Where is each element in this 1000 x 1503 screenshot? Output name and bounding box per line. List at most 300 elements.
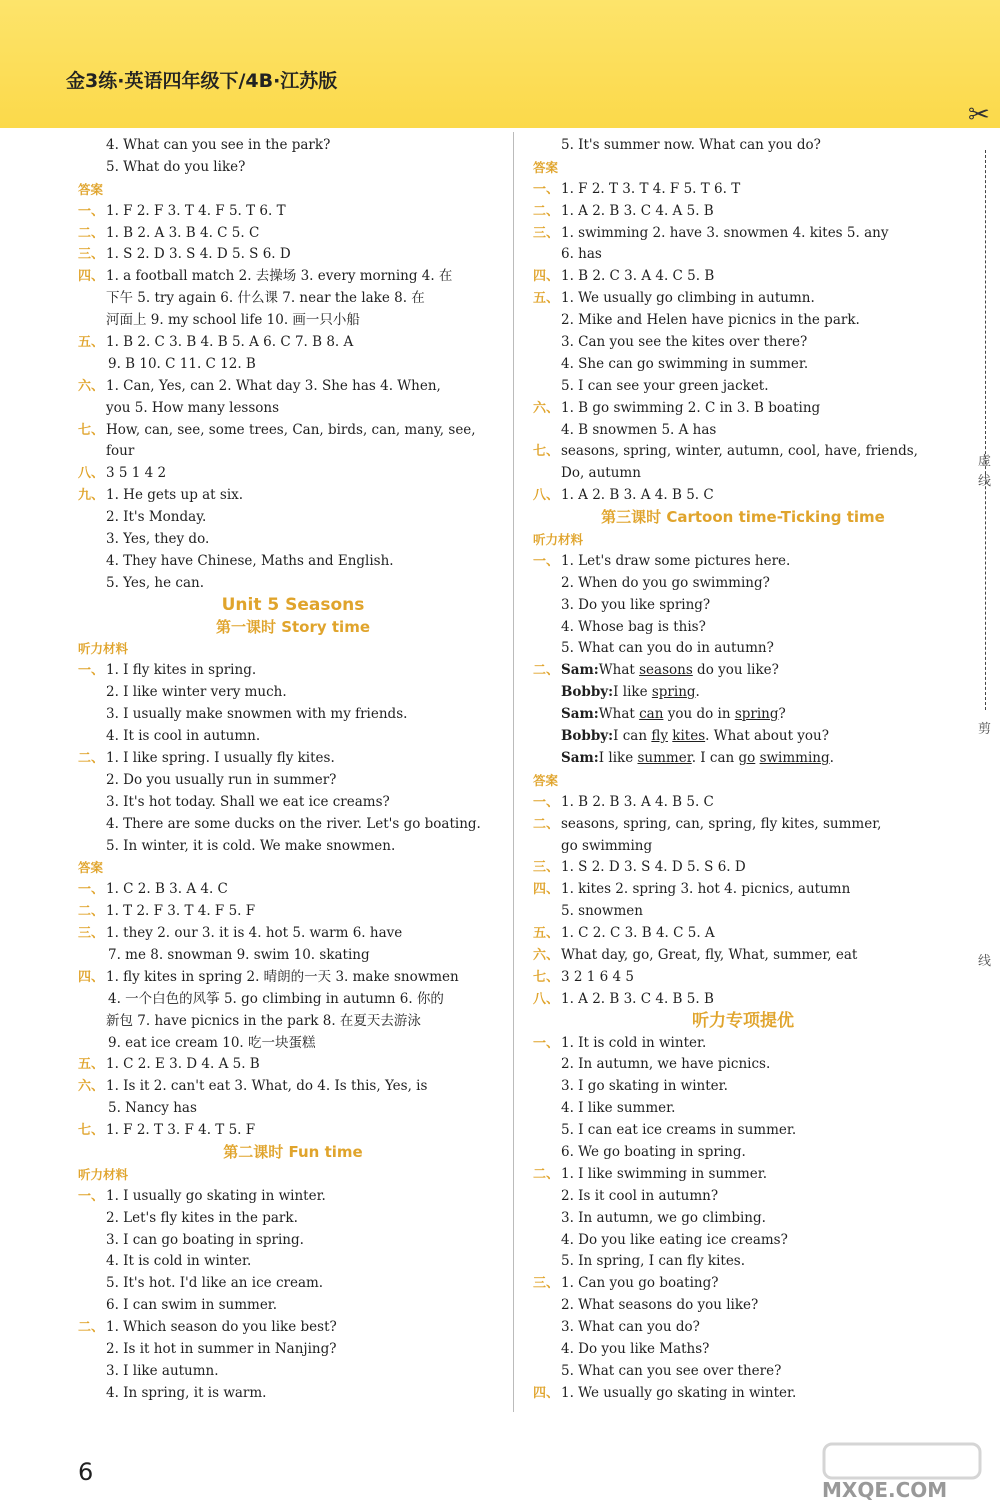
question-number: 二、 bbox=[533, 203, 560, 219]
continuation-line bbox=[78, 310, 508, 332]
line-text: 5. What do you like? bbox=[106, 158, 246, 175]
line-text: 4. In spring, it is warm. bbox=[106, 1384, 267, 1401]
question-number: 一、 bbox=[533, 181, 560, 197]
line-text: 1. We usually go skating in winter. bbox=[561, 1384, 797, 1401]
dialogue-text: do you like? bbox=[692, 662, 779, 679]
question-number: 五、 bbox=[78, 1057, 105, 1073]
list-item bbox=[78, 135, 508, 157]
continuation-line bbox=[78, 441, 508, 463]
list-item bbox=[533, 135, 953, 157]
line-text: 3. Can you see the kites over there? bbox=[561, 334, 808, 351]
section-heading bbox=[78, 638, 508, 660]
numbered-line bbox=[533, 288, 953, 310]
section-label: 听力材料 bbox=[533, 532, 584, 548]
numbered-line bbox=[78, 748, 508, 770]
question-number: 四、 bbox=[533, 269, 560, 285]
dialogue-line bbox=[533, 748, 953, 770]
line-text: 3. Do you like spring? bbox=[561, 596, 711, 613]
line-text: 1. I like swimming in summer. bbox=[561, 1165, 768, 1182]
underlined-word: swimming bbox=[759, 749, 830, 766]
unit-title bbox=[533, 1011, 953, 1033]
list-item bbox=[533, 1251, 953, 1273]
dialogue-text: ? bbox=[778, 706, 786, 723]
numbered-line bbox=[78, 879, 508, 901]
underlined-word: seasons bbox=[639, 662, 693, 679]
numbered-line bbox=[533, 201, 953, 223]
line-text: 1. Can, Yes, can 2. What day 3. She has 4. When, bbox=[106, 377, 441, 394]
numbered-line bbox=[533, 223, 953, 245]
numbered-line bbox=[78, 376, 508, 398]
list-item bbox=[78, 551, 508, 573]
line-text: 5. What can you do in autumn? bbox=[561, 640, 774, 657]
line-text: 5. It's hot. I'd like an ice cream. bbox=[106, 1275, 324, 1292]
dialogue-text: . bbox=[829, 749, 834, 766]
underlined-word: summer bbox=[637, 749, 692, 766]
line-text: 4. It is cold in winter. bbox=[106, 1253, 252, 1270]
list-item bbox=[78, 682, 508, 704]
underlined-word: can bbox=[639, 706, 664, 723]
list-item bbox=[78, 770, 508, 792]
numbered-line bbox=[78, 901, 508, 923]
question-number: 七、 bbox=[78, 1123, 105, 1139]
list-item bbox=[78, 814, 508, 836]
question-number: 三、 bbox=[533, 1276, 560, 1292]
line-text: 9. eat ice cream 10. 吃一块蛋糕 bbox=[108, 1034, 316, 1051]
question-number: 二、 bbox=[533, 663, 560, 679]
line-text: 5. Yes, he can. bbox=[106, 574, 204, 591]
line-text: seasons, spring, winter, autumn, cool, have, friends, bbox=[561, 443, 918, 460]
line-text: 1. swimming 2. have 3. snowmen 4. kites 5. any bbox=[561, 224, 889, 241]
list-item bbox=[78, 1251, 508, 1273]
list-item bbox=[533, 1054, 953, 1076]
numbered-line bbox=[533, 485, 953, 507]
question-number: 二、 bbox=[78, 1320, 105, 1336]
line-text: go swimming bbox=[561, 837, 653, 854]
line-text: 1. A 2. B 3. C 4. A 5. B bbox=[561, 202, 714, 219]
question-number: 二、 bbox=[78, 750, 105, 766]
question-number: 二、 bbox=[533, 816, 560, 832]
section-heading bbox=[533, 529, 953, 551]
line-text: you 5. How many lessons bbox=[106, 399, 280, 416]
line-text: 3. Yes, they do. bbox=[106, 531, 210, 548]
question-number: 七、 bbox=[78, 422, 105, 438]
line-text: 4. Do you like eating ice creams? bbox=[561, 1231, 788, 1248]
numbered-line bbox=[78, 923, 508, 945]
right-column bbox=[533, 135, 953, 1405]
question-number: 四、 bbox=[533, 1385, 560, 1401]
section-label: 答案 bbox=[533, 772, 559, 788]
list-item bbox=[78, 507, 508, 529]
line-text: 3. I like autumn. bbox=[106, 1362, 219, 1379]
dialogue-text: you do in bbox=[663, 706, 735, 723]
numbered-line bbox=[533, 857, 953, 879]
line-text: Do, autumn bbox=[561, 465, 641, 482]
numbered-line bbox=[533, 441, 953, 463]
numbered-line bbox=[78, 1120, 508, 1142]
line-text: 5. What can you see over there? bbox=[561, 1362, 782, 1379]
column-divider bbox=[513, 132, 514, 1412]
dialogue-text: I like bbox=[598, 749, 638, 766]
list-item bbox=[533, 420, 953, 442]
continuation-line bbox=[78, 288, 508, 310]
list-item bbox=[533, 1230, 953, 1252]
question-number: 六、 bbox=[533, 947, 560, 963]
list-item bbox=[533, 1361, 953, 1383]
line-text: 5. snowmen bbox=[561, 903, 643, 920]
line-text: 1. F 2. T 3. T 4. F 5. T 6. T bbox=[561, 180, 741, 197]
continuation-line bbox=[78, 354, 508, 376]
lesson-title-text: 第二课时 Fun time bbox=[223, 1142, 363, 1161]
question-number: 四、 bbox=[533, 882, 560, 898]
line-text: 5. I can see your green jacket. bbox=[561, 377, 769, 394]
line-text: 4. I like summer. bbox=[561, 1100, 676, 1117]
side-mark: 剪 bbox=[978, 722, 992, 737]
book-title: 金3练·英语四年级下/4B·江苏版 bbox=[66, 70, 338, 92]
line-text: 1. He gets up at six. bbox=[106, 487, 244, 504]
line-text: 1. Is it 2. can't eat 3. What, do 4. Is this, Yes, is bbox=[106, 1078, 428, 1095]
line-text: 3 2 1 6 4 5 bbox=[561, 968, 634, 985]
line-text: 2. Do you usually run in summer? bbox=[106, 771, 337, 788]
section-label: 听力材料 bbox=[78, 641, 129, 657]
underlined-word: kites bbox=[672, 728, 706, 745]
line-text: 1. We usually go climbing in autumn. bbox=[561, 290, 815, 307]
page-number: 6 bbox=[78, 1458, 94, 1486]
question-number: 六、 bbox=[78, 378, 105, 394]
list-item bbox=[78, 529, 508, 551]
line-text: 1. A 2. B 3. C 4. B 5. B bbox=[561, 990, 714, 1007]
line-text: 4. It is cool in autumn. bbox=[106, 728, 261, 745]
speaker: Bobby: bbox=[561, 684, 614, 701]
line-text: 1. a football match 2. 去操场 3. every morning 4. 在 bbox=[106, 268, 453, 285]
continuation-line bbox=[533, 836, 953, 858]
question-number: 二、 bbox=[533, 1166, 560, 1182]
list-item bbox=[533, 332, 953, 354]
list-item bbox=[533, 1098, 953, 1120]
line-text: 1. C 2. E 3. D 4. A 5. B bbox=[106, 1056, 260, 1073]
speaker: Bobby: bbox=[561, 728, 614, 745]
section-heading bbox=[78, 179, 508, 201]
line-text: 4. Do you like Maths? bbox=[561, 1340, 710, 1357]
line-text: 2. I like winter very much. bbox=[106, 684, 287, 701]
list-item bbox=[78, 836, 508, 858]
line-text: 1. B go swimming 2. C in 3. B boating bbox=[561, 399, 821, 416]
list-item bbox=[533, 244, 953, 266]
continuation-line bbox=[78, 1098, 508, 1120]
dialogue-line bbox=[533, 682, 953, 704]
numbered-line bbox=[533, 879, 953, 901]
line-text: 1. It is cold in winter. bbox=[561, 1034, 707, 1051]
cut-line bbox=[985, 150, 986, 710]
lesson-title bbox=[78, 617, 508, 639]
line-text: 3. I can go boating in spring. bbox=[106, 1231, 304, 1248]
line-text: 2. Is it hot in summer in Nanjing? bbox=[106, 1340, 337, 1357]
question-number: 五、 bbox=[533, 291, 560, 307]
numbered-line bbox=[533, 1383, 953, 1405]
line-text: 4. There are some ducks on the river. Let's go boating. bbox=[106, 815, 481, 832]
list-item bbox=[533, 638, 953, 660]
line-text: 2. It's Monday. bbox=[106, 509, 207, 526]
line-text: 1. T 2. F 3. T 4. F 5. F bbox=[106, 903, 256, 920]
numbered-line bbox=[533, 967, 953, 989]
dialogue-line bbox=[533, 704, 953, 726]
numbered-line bbox=[78, 463, 508, 485]
line-text: 4. Whose bag is this? bbox=[561, 618, 706, 635]
line-text: 6. We go boating in spring. bbox=[561, 1143, 746, 1160]
side-mark: 虚 bbox=[978, 454, 992, 469]
line-text: 6. I can swim in summer. bbox=[106, 1297, 278, 1314]
question-number: 一、 bbox=[78, 203, 105, 219]
line-text: 1. they 2. our 3. it is 4. hot 5. warm 6. have bbox=[106, 925, 403, 942]
line-text: 2. Is it cool in autumn? bbox=[561, 1187, 719, 1204]
question-number: 六、 bbox=[533, 400, 560, 416]
list-item bbox=[533, 573, 953, 595]
line-text: 2. When do you go swimming? bbox=[561, 574, 770, 591]
line-text: 1. S 2. D 3. S 4. D 5. S 6. D bbox=[106, 246, 291, 263]
dialogue-text: What bbox=[598, 662, 640, 679]
question-number: 一、 bbox=[533, 553, 560, 569]
lesson-title-text: 第三课时 Cartoon time-Ticking time bbox=[601, 508, 885, 527]
list-item bbox=[533, 1076, 953, 1098]
dialogue-text: What bbox=[598, 706, 640, 723]
numbered-line bbox=[78, 266, 508, 288]
question-number: 七、 bbox=[533, 969, 560, 985]
list-item bbox=[78, 704, 508, 726]
line-text: 1. F 2. T 3. F 4. T 5. F bbox=[106, 1122, 256, 1139]
line-text: 1. Can you go boating? bbox=[561, 1275, 719, 1292]
list-item bbox=[78, 1383, 508, 1405]
list-item bbox=[533, 595, 953, 617]
list-item bbox=[533, 1208, 953, 1230]
line-text: 新包 7. have picnics in the park 8. 在夏天去游泳 bbox=[106, 1012, 421, 1029]
line-text: 1. C 2. B 3. A 4. C bbox=[106, 881, 228, 898]
list-item bbox=[78, 726, 508, 748]
continuation-line bbox=[78, 1033, 508, 1055]
line-text: 3. I usually make snowmen with my friends. bbox=[106, 706, 408, 723]
section-heading bbox=[533, 157, 953, 179]
dialogue-line bbox=[533, 726, 953, 748]
line-text: 9. B 10. C 11. C 12. B bbox=[108, 355, 256, 372]
section-label: 答案 bbox=[533, 159, 559, 175]
line-text: 1. kites 2. spring 3. hot 4. picnics, autumn bbox=[561, 881, 851, 898]
line-text: 2. Mike and Helen have picnics in the park. bbox=[561, 312, 860, 329]
numbered-line bbox=[533, 1033, 953, 1055]
question-number: 九、 bbox=[78, 488, 105, 504]
line-text: 3 5 1 4 2 bbox=[106, 465, 167, 482]
numbered-line bbox=[533, 551, 953, 573]
list-item bbox=[533, 310, 953, 332]
section-label: 听力材料 bbox=[78, 1166, 129, 1182]
numbered-line bbox=[533, 398, 953, 420]
numbered-line bbox=[533, 1273, 953, 1295]
list-item bbox=[78, 1208, 508, 1230]
question-number: 五、 bbox=[78, 335, 105, 351]
dialogue-text: . I can bbox=[691, 749, 739, 766]
question-number: 六、 bbox=[78, 1079, 105, 1095]
numbered-line bbox=[533, 945, 953, 967]
question-number: 一、 bbox=[78, 1188, 105, 1204]
numbered-line bbox=[78, 244, 508, 266]
line-text: 1. F 2. F 3. T 4. F 5. T 6. T bbox=[106, 202, 286, 219]
numbered-line bbox=[78, 420, 508, 442]
numbered-line bbox=[533, 266, 953, 288]
section-heading bbox=[78, 857, 508, 879]
underlined-word: go bbox=[738, 749, 756, 766]
numbered-line bbox=[78, 967, 508, 989]
list-item bbox=[78, 573, 508, 595]
line-text: 1. A 2. B 3. A 4. B 5. C bbox=[561, 487, 714, 504]
line-text: 1. B 2. B 3. A 4. B 5. C bbox=[561, 793, 714, 810]
line-text: 3. It's hot today. Shall we eat ice creams? bbox=[106, 793, 390, 810]
section-heading bbox=[78, 1164, 508, 1186]
question-number: 四、 bbox=[78, 269, 105, 285]
lesson-title bbox=[78, 1142, 508, 1164]
underlined-word: fly bbox=[651, 728, 668, 745]
list-item bbox=[533, 1186, 953, 1208]
question-number: 一、 bbox=[533, 794, 560, 810]
line-text: 下午 5. try again 6. 什么课 7. near the lake 8. 在 bbox=[106, 290, 425, 307]
section-label: 答案 bbox=[78, 860, 104, 876]
question-number: 三、 bbox=[78, 926, 105, 942]
speaker: Sam: bbox=[561, 749, 599, 766]
question-number: 一、 bbox=[78, 882, 105, 898]
numbered-line bbox=[78, 1076, 508, 1098]
line-text: 4. B snowmen 5. A has bbox=[561, 421, 717, 438]
line-text: 1. I like spring. I usually fly kites. bbox=[106, 749, 335, 766]
list-item bbox=[78, 1339, 508, 1361]
question-number: 三、 bbox=[533, 225, 560, 241]
line-text: 河面上 9. my school life 10. 画一只小船 bbox=[106, 312, 360, 329]
question-number: 五、 bbox=[533, 926, 560, 942]
watermark-text: MXQE.COM bbox=[822, 1478, 948, 1502]
line-text: 4. 一个白色的风筝 5. go climbing in autumn 6. 你的 bbox=[108, 990, 444, 1007]
line-text: 4. They have Chinese, Maths and English. bbox=[106, 552, 394, 569]
continuation-line bbox=[78, 945, 508, 967]
list-item bbox=[533, 354, 953, 376]
line-text: 1. C 2. C 3. B 4. C 5. A bbox=[561, 925, 715, 942]
side-mark: 线 bbox=[978, 474, 992, 489]
left-column bbox=[78, 135, 508, 1405]
list-item bbox=[78, 792, 508, 814]
line-text: 5. In winter, it is cold. We make snowmen. bbox=[106, 837, 396, 854]
line-text: What day, go, Great, fly, What, summer, eat bbox=[561, 946, 858, 963]
section-label: 答案 bbox=[78, 181, 104, 197]
question-number: 二、 bbox=[78, 904, 105, 920]
continuation-line bbox=[533, 463, 953, 485]
numbered-line bbox=[78, 1186, 508, 1208]
unit-title bbox=[78, 595, 508, 617]
list-item bbox=[533, 376, 953, 398]
unit-title-text: Unit 5 Seasons bbox=[221, 594, 365, 615]
question-number: 八、 bbox=[78, 466, 105, 482]
numbered-line bbox=[533, 179, 953, 201]
line-text: 2. What seasons do you like? bbox=[561, 1297, 759, 1314]
question-number: 三、 bbox=[533, 860, 560, 876]
line-text: 1. I usually go skating in winter. bbox=[106, 1187, 326, 1204]
numbered-line bbox=[533, 814, 953, 836]
list-item bbox=[533, 617, 953, 639]
line-text: 3. I go skating in winter. bbox=[561, 1078, 728, 1095]
list-item bbox=[533, 1295, 953, 1317]
list-item bbox=[78, 1273, 508, 1295]
line-text: How, can, see, some trees, Can, birds, can, many, see, bbox=[106, 421, 476, 438]
line-text: 6. has bbox=[561, 246, 602, 263]
numbered-line bbox=[78, 1317, 508, 1339]
line-text: 4. She can go swimming in summer. bbox=[561, 355, 809, 372]
line-text: seasons, spring, can, spring, fly kites, summer, bbox=[561, 815, 882, 832]
line-text: 3. In autumn, we go climbing. bbox=[561, 1209, 766, 1226]
dialogue-text: I can bbox=[613, 728, 652, 745]
dialogue-text: . What about you? bbox=[705, 728, 829, 745]
underlined-word: spring bbox=[734, 706, 779, 723]
scissors-icon: ✂ bbox=[968, 100, 990, 130]
question-number: 三、 bbox=[78, 247, 105, 263]
numbered-line bbox=[533, 792, 953, 814]
line-text: 4. What can you see in the park? bbox=[106, 137, 331, 153]
question-number: 四、 bbox=[78, 969, 105, 985]
line-text: 1. fly kites in spring 2. 晴朗的一天 3. make snowmen bbox=[106, 968, 459, 985]
list-item bbox=[78, 157, 508, 179]
list-item bbox=[533, 1120, 953, 1142]
list-item bbox=[533, 1142, 953, 1164]
list-item bbox=[533, 1339, 953, 1361]
list-item bbox=[533, 1317, 953, 1339]
numbered-line bbox=[533, 1164, 953, 1186]
list-item bbox=[533, 901, 953, 923]
line-text: 5. I can eat ice creams in summer. bbox=[561, 1122, 797, 1139]
speaker: Sam: bbox=[561, 662, 599, 679]
numbered-line bbox=[78, 485, 508, 507]
line-text: 1. Let's draw some pictures here. bbox=[561, 552, 791, 569]
line-text: 1. I fly kites in spring. bbox=[106, 662, 257, 679]
line-text: 1. Which season do you like best? bbox=[106, 1319, 337, 1336]
line-text: 5. It's summer now. What can you do? bbox=[561, 137, 821, 153]
question-number: 八、 bbox=[533, 991, 560, 1007]
line-text: 1. B 2. C 3. A 4. C 5. B bbox=[561, 268, 715, 285]
question-number: 一、 bbox=[533, 1035, 560, 1051]
numbered-line bbox=[78, 201, 508, 223]
unit-title-text: 听力专项提优 bbox=[692, 1010, 794, 1031]
question-number: 二、 bbox=[78, 225, 105, 241]
continuation-line bbox=[78, 398, 508, 420]
line-text: 1. S 2. D 3. S 4. D 5. S 6. D bbox=[561, 859, 746, 876]
line-text: 5. In spring, I can fly kites. bbox=[561, 1253, 746, 1270]
dialogue-line bbox=[533, 660, 953, 682]
line-text: 5. Nancy has bbox=[108, 1100, 197, 1117]
line-text: 3. What can you do? bbox=[561, 1319, 700, 1336]
numbered-line bbox=[533, 989, 953, 1011]
line-text: 7. me 8. snowman 9. swim 10. skating bbox=[108, 946, 370, 963]
continuation-line bbox=[78, 989, 508, 1011]
dialogue-text: I like bbox=[613, 684, 652, 701]
side-mark: 线 bbox=[978, 954, 992, 969]
list-item bbox=[78, 1361, 508, 1383]
lesson-title-text: 第一课时 Story time bbox=[215, 617, 370, 636]
list-item bbox=[78, 1230, 508, 1252]
numbered-line bbox=[78, 660, 508, 682]
numbered-line bbox=[78, 1054, 508, 1076]
line-text: 2. In autumn, we have picnics. bbox=[561, 1056, 771, 1073]
dialogue-text: . bbox=[695, 684, 700, 701]
continuation-line bbox=[78, 1011, 508, 1033]
question-number: 一、 bbox=[78, 663, 105, 679]
section-heading bbox=[533, 770, 953, 792]
underlined-word: spring bbox=[651, 684, 696, 701]
question-number: 七、 bbox=[533, 444, 560, 460]
numbered-line bbox=[78, 332, 508, 354]
lesson-title bbox=[533, 507, 953, 529]
question-number: 八、 bbox=[533, 488, 560, 504]
line-text: 1. B 2. C 3. B 4. B 5. A 6. C 7. B 8. A bbox=[106, 334, 354, 351]
